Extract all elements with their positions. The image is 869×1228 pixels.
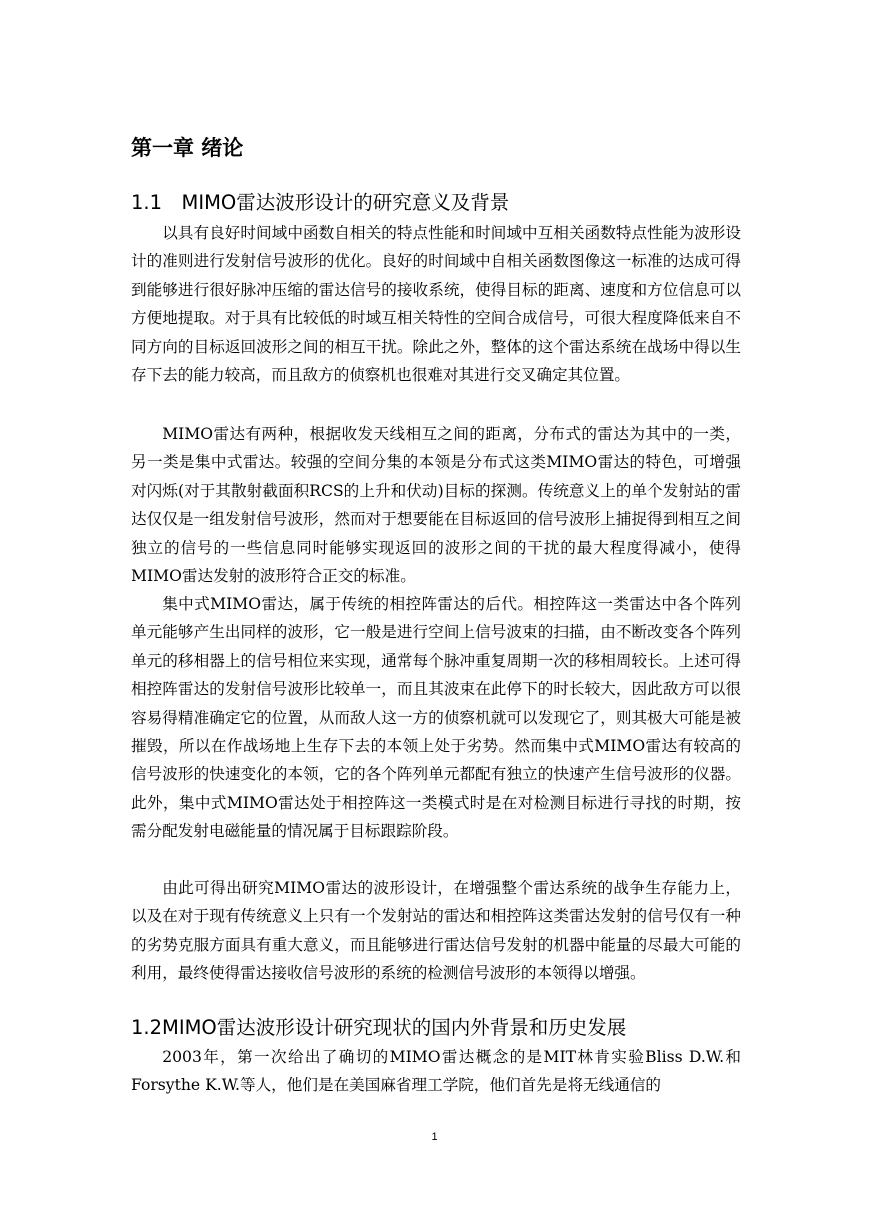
body-paragraph: 以具有良好时间域中函数自相关的特点性能和时间域中互相关函数特点性能为波形设计的准则进行发射信号波形的优化。良好的时间域中自相关函数图像这一标准的达成可得到能够进行很好脉冲压缩的雷达信号的接收系统，使得目标的距离、速度和方位信息可以方便地提取。对于具有比较低的时域互相关特性的空间合成信号，可很大程度降低来自不同方向的目标返回波形之间的相互干扰。除此之外，整体的这个雷达系统在战场中得以生存下去的能力较高，而且敌方的侦察机也很难对其进行交叉确定其位置。	[131, 224, 741, 385]
body-paragraph: MIMO雷达有两种，根据收发天线相互之间的距离，分布式的雷达为其中的一类，另一类是集中式雷达。较强的空间分集的本领是分布式这类MIMO雷达的特色，可增强对闪烁(对于其散射截面积RCS的上升和伏动)目标的探测。传统意义上的单个发射站的雷达仅仅是一组发射信号波形，然而对于想要能在目标返回的信号波形上捕捉得到相互之间独立的信号的一些信息同时能够实现返回的波形之间的干扰的最大程度得减小，使得MIMO雷达发射的波形符合正交的标准。	[131, 425, 741, 586]
chapter-title: 第一章 绪论	[131, 136, 244, 160]
section-heading-1-2: 1.2MIMO雷达波形设计研究现状的国内外背景和历史发展	[131, 1016, 627, 1039]
body-paragraph: 集中式MIMO雷达，属于传统的相控阵雷达的后代。相控阵这一类雷达中各个阵列单元能够产生出同样的波形，它一般是进行空间上信号波束的扫描，由不断改变各个阵列单元的移相器上的信号相位来实现，通常每个脉冲重复周期一次的移相周较长。上述可得相控阵雷达的发射信号波形比较单一，而且其波束在此停下的时长较大，因此敌方可以很容易得精准确定它的位置，从而敌人这一方的侦察机就可以发现它了，则其极大可能是被摧毁，所以在作战场地上生存下去的本领上处于劣势。然而集中式MIMO雷达有较高的信号波形的快速变化的本领，它的各个阵列单元都配有独立的快速产生信号波形的仪器。此外，集中式MIMO雷达处于相控阵这一类模式时是在对检测目标进行寻找的时期，按需分配发射电磁能量的情况属于目标跟踪阶段。	[131, 595, 741, 841]
page-number: 1	[431, 1131, 438, 1143]
section-heading-1-1: 1.1 MIMO雷达波形设计的研究意义及背景	[131, 191, 510, 214]
body-paragraph: 2003年，第一次给出了确切的MIMO雷达概念的是MIT林肯实验Bliss D.W.和Forsythe K.W.等人，他们是在美国麻省理工学院，他们首先是将无线通信的	[131, 1048, 741, 1095]
body-paragraph: 由此可得出研究MIMO雷达的波形设计，在增强整个雷达系统的战争生存能力上，以及在对于现有传统意义上只有一个发射站的雷达和相控阵这类雷达发射的信号仅有一种的劣势克服方面具有重大意义，而且能够进行雷达信号发射的机器中能量的尽最大可能的利用，最终使得雷达接收信号波形的系统的检测信号波形的本领得以增强。	[131, 879, 741, 983]
